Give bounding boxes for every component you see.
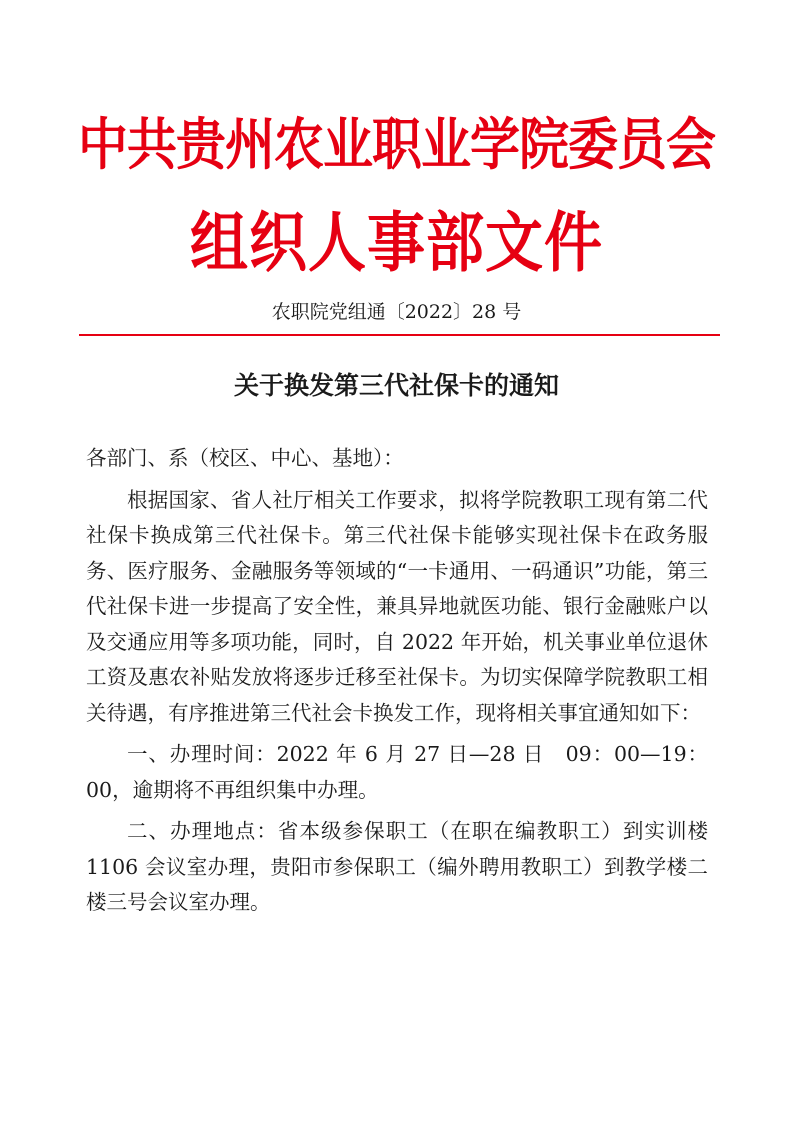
document-body	[86, 441, 708, 927]
body-paragraph: 一、办理时间：2022 年 6 月 27 日—28 日 09：00—19：00，逾期将不再组织集中办理。	[86, 742, 708, 802]
body-paragraph: 根据国家、省人社厅相关工作要求，拟将学院教职工现有第二代社保卡换成第三代社保卡。第三代社保卡能够实现社保卡在政务服务、医疗服务、金融服务等领域的“一卡通用、一码通识”功能，第三代社保卡进一步提高了安全性，兼具异地就医功能、银行金融账户以及交通应用等多项功能，同时，自 2022 年开始，机关事业单位退休工资及惠农补贴发放将逐步迁移至社保卡。为切实保障学院教职工相关待遇，有序推进第三代社会卡换发工作，现将相关事宜通知如下：	[86, 487, 708, 725]
document-number: 农职院党组通〔2022〕28 号	[271, 301, 522, 323]
issuing-organization: 中共贵州农业职业学院委员会	[78, 112, 715, 178]
salutation: 各部门、系（校区、中心、基地）：	[86, 446, 404, 470]
body-paragraph: 二、办理地点：省本级参保职工（在职在编教职工）到实训楼 1106 会议室办理，贵阳市参保职工（编外聘用教职工）到教学楼二楼三号会议室办理。	[86, 819, 708, 914]
document-title: 关于换发第三代社保卡的通知	[233, 371, 559, 400]
red-separator-line	[79, 334, 720, 336]
document-type-heading: 组织人事部文件	[189, 204, 603, 281]
